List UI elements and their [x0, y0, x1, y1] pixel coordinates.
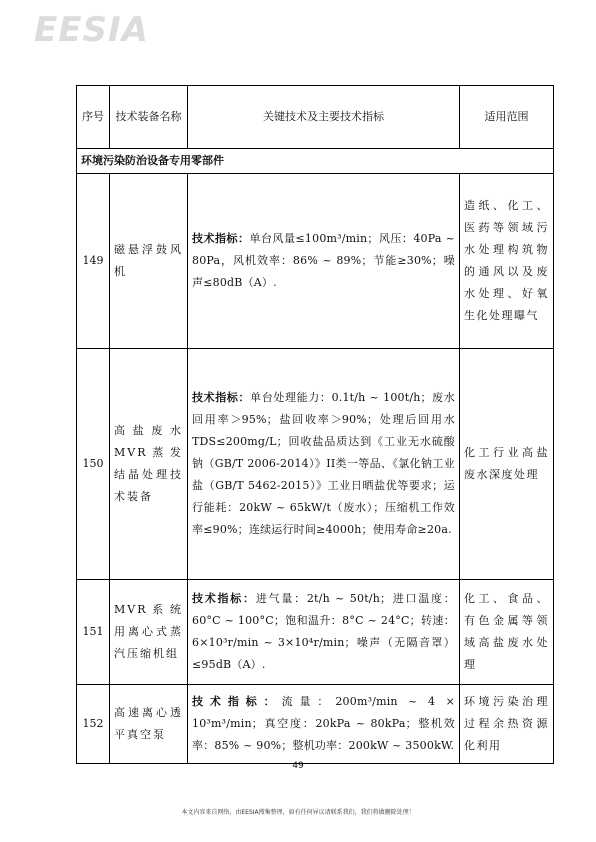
- equipment-name: 磁悬浮鼓风机: [110, 174, 188, 349]
- tech-label: 技术指标：: [192, 232, 250, 245]
- tech-indicators-text: 单台处理能力：0.1t/h ~ 100t/h；废水回用率＞95%；盐回收率＞90%；处理后回用水TDS≤200mg/L；回收盐品质达到《工业无水硫酸钠（GB/T 2006-2014）》II类一等品、《氯化钠工业盐（GB/T 5462-2015）》工业日晒盐优等要求；运行能耗：20kW ~ 65kW/t（废水）；压缩机工作效率≤90%；连续运行时间≥4000h；使用寿命≥20a.: [192, 391, 456, 536]
- row-number: 151: [77, 580, 110, 685]
- header-scope: 适用范围: [460, 86, 554, 149]
- tech-indicators: [188, 685, 460, 764]
- application-scope: 造纸、化工、医药等领域污水处理构筑物的通风以及废水处理、好氧生化处理曝气: [460, 174, 554, 349]
- equipment-name: 高盐废水MVR蒸发结晶处理技术装备: [110, 349, 188, 580]
- header-number: 序号: [77, 86, 110, 149]
- application-scope: 环境污染治理过程余热资源化利用: [460, 685, 554, 764]
- section-row: [77, 149, 554, 174]
- tech-label: 技术指标：: [192, 592, 256, 605]
- application-scope: 化工行业高盐废水深度处理: [460, 349, 554, 580]
- tech-indicators: [188, 580, 460, 685]
- equipment-name: 高速离心透平真空泵: [110, 685, 188, 764]
- section-title: 环境污染防治设备专用零部件: [77, 149, 554, 174]
- technology-table: [76, 85, 554, 764]
- tech-indicators-text: 流量：200m³/min ~ 4 × 10³m³/min；真空度：20kPa ~ 80kPa；整机效率：85% ~ 90%；整机功率：200kW ~ 3500kW.: [192, 695, 455, 752]
- header-equipment-name: 技术装备名称: [110, 86, 188, 149]
- table-row: [77, 174, 554, 349]
- tech-indicators-text: 进气量：2t/h ~ 50t/h；进口温度：60°C ~ 100°C；饱和温升：8°C ~ 24°C；转速：6×10³r/min ~ 3×10⁴r/min；噪声（无隔音罩）≤95dB（A）.: [192, 592, 456, 671]
- table-row: [77, 349, 554, 580]
- equipment-name: MVR系统用离心式蒸汽压缩机组: [110, 580, 188, 685]
- table-row: [77, 685, 554, 764]
- table-header-row: [77, 86, 554, 149]
- tech-indicators: [188, 349, 460, 580]
- table-row: [77, 580, 554, 685]
- tech-indicators: [188, 174, 460, 349]
- row-number: 149: [77, 174, 110, 349]
- row-number: 152: [77, 685, 110, 764]
- page-number: 49: [292, 761, 304, 771]
- header-key-technology: 关键技术及主要技术指标: [188, 86, 460, 149]
- eesia-logo: EESIA: [34, 10, 149, 50]
- tech-label: 技术指标：: [192, 391, 251, 404]
- tech-indicators-text: 单台风量≤100m³/min；风压：40Pa ~ 80Pa，风机效率：86% ~ 89%；节能≥30%；噪声≤80dB（A）.: [192, 232, 455, 289]
- tech-label: 技术指标：: [192, 695, 282, 708]
- application-scope: 化工、食品、有色金属等领域高盐废水处理: [460, 580, 554, 685]
- footer-disclaimer: 本文内容来自网络，由EESIA搜集整理，如有任何异议请联系我们，我们将做删除处理！: [181, 809, 415, 816]
- row-number: 150: [77, 349, 110, 580]
